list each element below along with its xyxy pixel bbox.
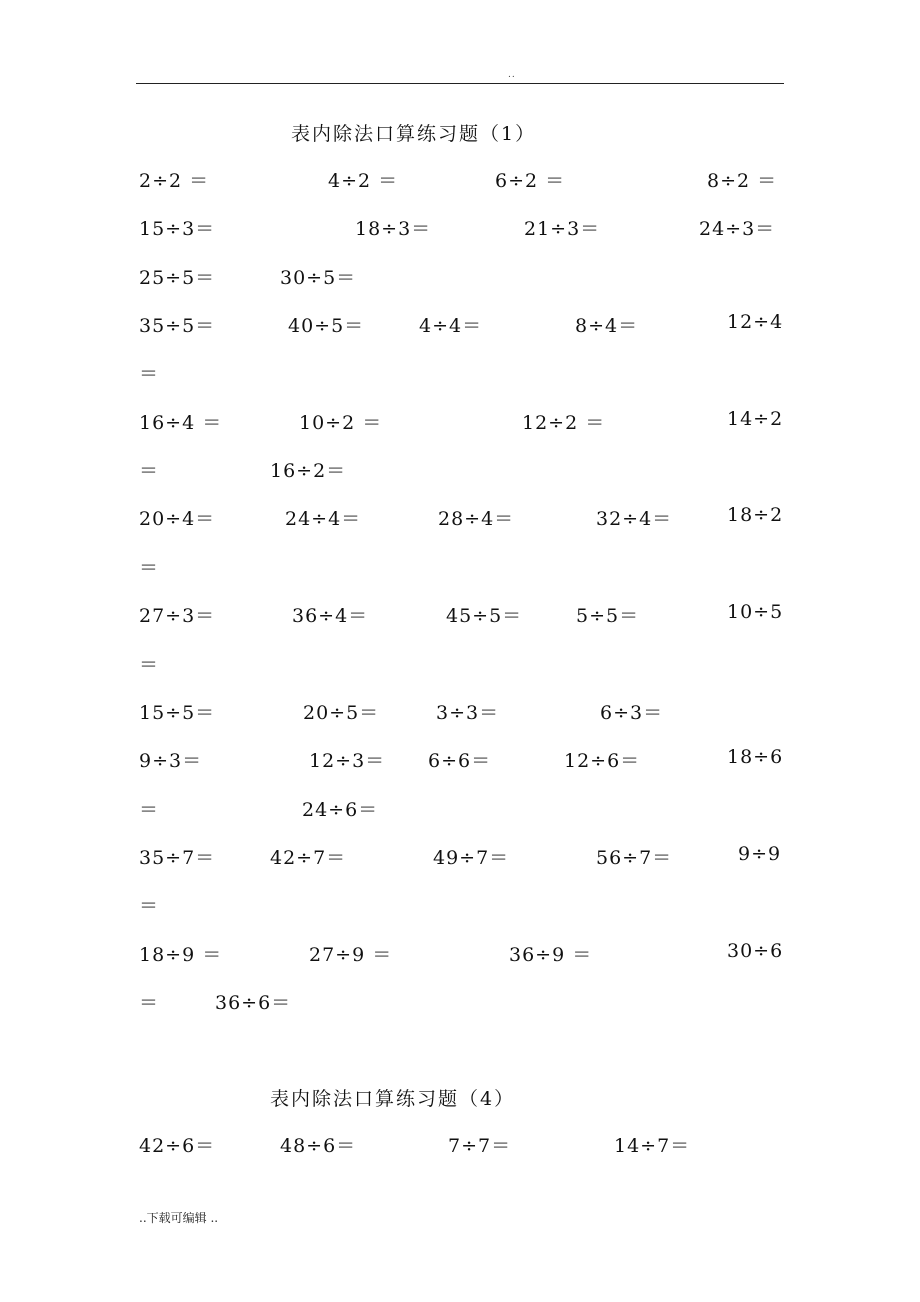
section-1-line	[0, 504, 920, 534]
division-problem: 24÷3＝	[699, 218, 776, 240]
division-problem: 18÷9 ＝	[139, 944, 223, 966]
division-problem: 6÷6＝	[428, 750, 492, 772]
division-problem: 40÷5＝	[288, 315, 365, 337]
division-problem: 42÷7＝	[270, 847, 347, 869]
division-problem: 32÷4＝	[596, 508, 673, 530]
division-problem: 16÷4 ＝	[139, 412, 223, 434]
division-problem: 35÷5＝	[139, 315, 216, 337]
division-problem: ＝	[139, 363, 160, 385]
division-problem: 30÷5＝	[280, 267, 357, 289]
division-problem: 49÷7＝	[433, 847, 510, 869]
division-problem: 9÷9	[738, 843, 782, 865]
division-problem: 18÷3＝	[355, 218, 432, 240]
section-1-line	[0, 359, 920, 389]
division-problem: 30÷6	[727, 940, 784, 962]
division-problem: ＝	[139, 895, 160, 917]
division-problem: 27÷3＝	[139, 605, 216, 627]
division-problem: 14÷7＝	[614, 1135, 691, 1157]
section-1-line	[0, 214, 920, 244]
division-problem: 6÷3＝	[600, 702, 664, 724]
section-1-line	[0, 988, 920, 1018]
division-problem: 56÷7＝	[596, 847, 673, 869]
division-problem: ＝	[139, 992, 160, 1014]
division-problem: ＝	[139, 460, 160, 482]
division-problem: 16÷2＝	[270, 460, 347, 482]
division-problem: 24÷4＝	[285, 508, 362, 530]
division-problem: 6÷2 ＝	[495, 170, 566, 192]
division-problem: 4÷2 ＝	[328, 170, 399, 192]
section-1-line	[0, 940, 920, 970]
division-problem: 14÷2	[727, 408, 784, 430]
division-problem: 3÷3＝	[436, 702, 500, 724]
division-problem: 5÷5＝	[576, 605, 640, 627]
section-1-line	[0, 601, 920, 631]
section-1-line	[0, 891, 920, 921]
section-1-line	[0, 311, 920, 341]
header-mark: ..	[508, 70, 516, 80]
section-1-title: 表内除法口算练习题（1）	[291, 123, 537, 145]
division-problem: 45÷5＝	[446, 605, 523, 627]
section-2-title: 表内除法口算练习题（4）	[270, 1088, 516, 1110]
division-problem: ＝	[139, 799, 160, 821]
division-problem: 36÷6＝	[215, 992, 292, 1014]
division-problem: 21÷3＝	[524, 218, 601, 240]
division-problem: 27÷9 ＝	[309, 944, 393, 966]
section-2-line	[0, 1131, 920, 1161]
division-problem: 42÷6＝	[139, 1135, 216, 1157]
division-problem: 35÷7＝	[139, 847, 216, 869]
section-1-line	[0, 795, 920, 825]
division-problem: 36÷9 ＝	[509, 944, 593, 966]
section-1-line	[0, 553, 920, 583]
division-problem: 4÷4＝	[419, 315, 483, 337]
section-1-line	[0, 650, 920, 680]
division-problem: 2÷2 ＝	[139, 170, 210, 192]
division-problem: 15÷5＝	[139, 702, 216, 724]
division-problem: 10÷2 ＝	[299, 412, 383, 434]
section-1-line	[0, 408, 920, 438]
page-footer: ..下载可编辑 ..	[139, 1211, 219, 1225]
section-1-line	[0, 263, 920, 293]
division-problem: 10÷5	[727, 601, 784, 623]
division-problem: 8÷4＝	[575, 315, 639, 337]
section-1-line	[0, 746, 920, 776]
division-problem: 28÷4＝	[438, 508, 515, 530]
section-1-line	[0, 166, 920, 196]
division-problem: 24÷6＝	[302, 799, 379, 821]
section-1-line	[0, 843, 920, 873]
division-problem: 9÷3＝	[139, 750, 203, 772]
division-problem: 20÷5＝	[303, 702, 380, 724]
division-problem: 12÷6＝	[564, 750, 641, 772]
division-problem: 12÷4	[727, 311, 784, 333]
division-problem: 12÷2 ＝	[522, 412, 606, 434]
division-problem: 18÷6	[727, 746, 784, 768]
division-problem: 18÷2	[727, 504, 784, 526]
division-problem: 15÷3＝	[139, 218, 216, 240]
division-problem: 7÷7＝	[448, 1135, 512, 1157]
division-problem: 36÷4＝	[292, 605, 369, 627]
header-rule	[136, 83, 784, 84]
section-1-line	[0, 456, 920, 486]
division-problem: 12÷3＝	[309, 750, 386, 772]
division-problem: 20÷4＝	[139, 508, 216, 530]
division-problem: ＝	[139, 654, 160, 676]
division-problem: ＝	[139, 557, 160, 579]
division-problem: 48÷6＝	[280, 1135, 357, 1157]
division-problem: 8÷2 ＝	[707, 170, 778, 192]
section-1-line	[0, 698, 920, 728]
division-problem: 25÷5＝	[139, 267, 216, 289]
